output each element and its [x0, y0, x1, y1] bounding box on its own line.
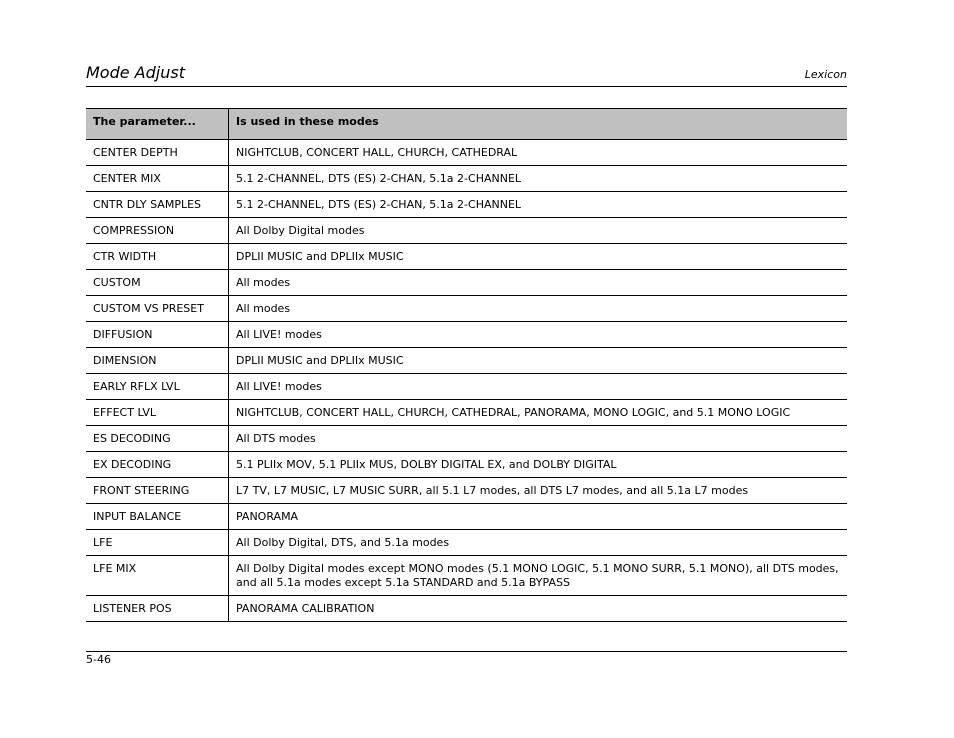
table-row — [86, 452, 847, 478]
table-row — [86, 426, 847, 452]
table-body — [86, 140, 847, 622]
cell-parameter: CNTR DLY SAMPLES — [86, 192, 229, 218]
cell-modes: All Dolby Digital modes except MONO modes (5.1 MONO LOGIC, 5.1 MONO SURR, 5.1 MONO), all DTS modes, and all 5.1a modes except 5.1a STANDARD and 5.1a BYPASS — [229, 556, 848, 596]
cell-parameter: COMPRESSION — [86, 218, 229, 244]
cell-parameter: CUSTOM — [86, 270, 229, 296]
cell-parameter: DIFFUSION — [86, 322, 229, 348]
cell-parameter: EFFECT LVL — [86, 400, 229, 426]
cell-modes: All DTS modes — [229, 426, 848, 452]
table-row — [86, 296, 847, 322]
cell-parameter: CUSTOM VS PRESET — [86, 296, 229, 322]
table-row — [86, 556, 847, 596]
cell-modes: DPLII MUSIC and DPLIIx MUSIC — [229, 348, 848, 374]
page-header — [86, 62, 847, 87]
cell-parameter: CENTER MIX — [86, 166, 229, 192]
table-row — [86, 140, 847, 166]
cell-modes: 5.1 2-CHANNEL, DTS (ES) 2-CHAN, 5.1a 2-CHANNEL — [229, 166, 848, 192]
cell-parameter: DIMENSION — [86, 348, 229, 374]
cell-parameter: FRONT STEERING — [86, 478, 229, 504]
cell-modes: All Dolby Digital modes — [229, 218, 848, 244]
cell-parameter: CTR WIDTH — [86, 244, 229, 270]
table-row — [86, 322, 847, 348]
cell-modes: 5.1 2-CHANNEL, DTS (ES) 2-CHAN, 5.1a 2-CHANNEL — [229, 192, 848, 218]
table-row — [86, 348, 847, 374]
page-number: 5-46 — [86, 653, 111, 666]
cell-parameter: INPUT BALANCE — [86, 504, 229, 530]
table-row — [86, 504, 847, 530]
table-header-row — [86, 109, 847, 140]
cell-modes: NIGHTCLUB, CONCERT HALL, CHURCH, CATHEDRAL, PANORAMA, MONO LOGIC, and 5.1 MONO LOGIC — [229, 400, 848, 426]
table-row — [86, 400, 847, 426]
table-row — [86, 530, 847, 556]
cell-modes: PANORAMA CALIBRATION — [229, 596, 848, 622]
cell-modes: NIGHTCLUB, CONCERT HALL, CHURCH, CATHEDRAL — [229, 140, 848, 166]
cell-modes: All LIVE! modes — [229, 322, 848, 348]
cell-parameter: LFE — [86, 530, 229, 556]
table-row — [86, 478, 847, 504]
brand-name: Lexicon — [804, 68, 847, 81]
cell-modes: PANORAMA — [229, 504, 848, 530]
cell-parameter: EARLY RFLX LVL — [86, 374, 229, 400]
table-row — [86, 218, 847, 244]
table-row — [86, 244, 847, 270]
cell-parameter: LISTENER POS — [86, 596, 229, 622]
cell-modes: All modes — [229, 270, 848, 296]
cell-modes: L7 TV, L7 MUSIC, L7 MUSIC SURR, all 5.1 L7 modes, all DTS L7 modes, and all 5.1a L7 modes — [229, 478, 848, 504]
column-header-modes: Is used in these modes — [229, 109, 848, 140]
table-row — [86, 374, 847, 400]
table-row — [86, 192, 847, 218]
cell-modes: All Dolby Digital, DTS, and 5.1a modes — [229, 530, 848, 556]
cell-modes: All modes — [229, 296, 848, 322]
cell-modes: All LIVE! modes — [229, 374, 848, 400]
table-row — [86, 596, 847, 622]
cell-modes: 5.1 PLIIx MOV, 5.1 PLIIx MUS, DOLBY DIGITAL EX, and DOLBY DIGITAL — [229, 452, 848, 478]
table-row — [86, 270, 847, 296]
cell-parameter: EX DECODING — [86, 452, 229, 478]
table-row — [86, 166, 847, 192]
column-header-parameter: The parameter... — [86, 109, 229, 140]
section-title: Mode Adjust — [86, 63, 185, 82]
cell-parameter: CENTER DEPTH — [86, 140, 229, 166]
cell-parameter: ES DECODING — [86, 426, 229, 452]
page-footer — [86, 651, 847, 666]
cell-modes: DPLII MUSIC and DPLIIx MUSIC — [229, 244, 848, 270]
cell-parameter: LFE MIX — [86, 556, 229, 596]
parameter-modes-table — [86, 108, 847, 622]
